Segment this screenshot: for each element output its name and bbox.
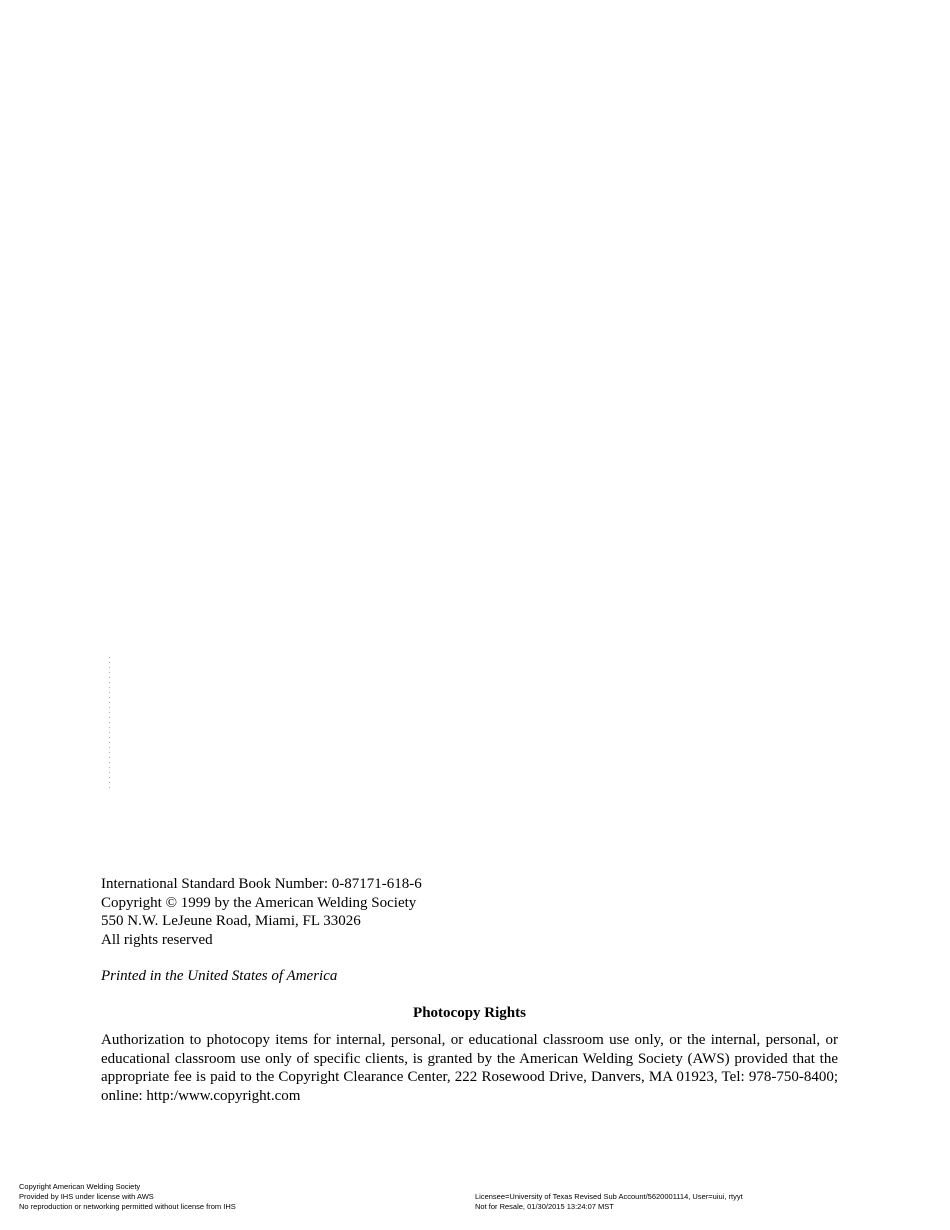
photocopy-paragraph (101, 1031, 838, 1105)
paragraph-line: online: http:/www.copyright.com (101, 1087, 301, 1104)
isbn-line: International Standard Book Number: 0-87171-618-6 (101, 876, 422, 892)
footer-licensee: Licensee=University of Texas Revised Sub Account/5620001114, User=uiui, rtyyt (475, 1192, 743, 1201)
paragraph-line: appropriate fee is paid to the Copyright Clearance Center, 222 Rosewood Drive, Danvers, MA 01923, Tel: 978-750-8400; (101, 1069, 838, 1085)
footer-restriction: No reproduction or networking permitted without license from IHS (19, 1201, 236, 1211)
address-line: 550 N.W. LeJeune Road, Miami, FL 33026 (101, 913, 361, 929)
footer-resale: Not for Resale, 01/30/2015 13:24:07 MST (475, 1201, 614, 1211)
paragraph-line: Authorization to photocopy items for internal, personal, or educational classroom use only, or the internal, personal, or (101, 1032, 838, 1048)
copyright-block (101, 875, 841, 949)
footer-right (475, 1192, 743, 1212)
photocopy-heading: Photocopy Rights (413, 1005, 526, 1021)
copyright-line: Copyright © 1999 by the American Welding Society (101, 894, 417, 911)
scan-artifact-dots (108, 655, 111, 790)
footer-left (19, 1182, 236, 1211)
footer-provider: Provided by IHS under license with AWS (19, 1191, 154, 1201)
printed-in-line: Printed in the United States of America (101, 968, 338, 984)
paragraph-line: educational classroom use only of specific clients, is granted by the American Welding Society (AWS) provided that the (101, 1050, 838, 1067)
rights-line: All rights reserved (101, 931, 213, 948)
footer-copyright: Copyright American Welding Society (19, 1182, 141, 1191)
